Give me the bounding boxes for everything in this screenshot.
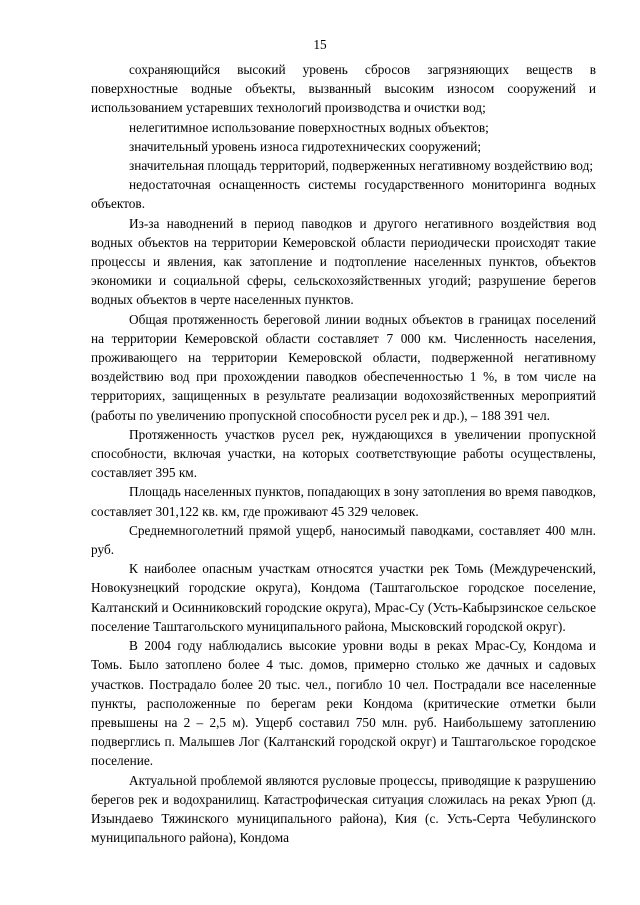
page-body bbox=[91, 60, 596, 847]
paragraph-9: Площадь населенных пунктов, попадающих в зону затопления во время паводков, составляет 301,122 кв. км, где проживают 45 329 человек. bbox=[91, 484, 596, 519]
paragraph-2: нелегитимное использование поверхностных водных объектов; bbox=[129, 119, 489, 135]
paragraph-5: недостаточная оснащенность системы государственного мониторинга водных объектов. bbox=[91, 177, 596, 212]
paragraph-11: К наиболее опасным участкам относятся участки рек Томь (Междуреченский, Новокузнецкий городские округа), Кондома (Таштагольское городское поселение, Калтанский и Осинниковский городские округа), Мрас-Су (Усть-Кабырзинское сельское поселение Таштагольского муниципального района, Мысковский городской округ). bbox=[91, 561, 596, 634]
paragraph-12: В 2004 году наблюдались высокие уровни воды в реках Мрас-Су, Кондома и Томь. Было затоплено более 4 тыс. домов, примерно столько же дачных и садовых участков. Пострадало более 20 тыс. чел., погибло 10 чел. Пострадали все населенные пункты, расположенные по берегам реки Кондома (критические отметки были превышены на 2 – 2,5 м). Ущерб составил 750 млн. руб. Наибольшему затоплению подверглись п. Малышев Лог (Калтанский городской округ) и Таштагольское городское поселение. bbox=[91, 638, 596, 769]
paragraph-3: значительный уровень износа гидротехнических сооружений; bbox=[129, 138, 482, 154]
paragraph-7: Общая протяженность береговой линии водных объектов в границах поселений на территории Кемеровской области составляет 7 000 км. Численность населения, проживающего на территории Кемеровской области, подверженной негативному воздействию вод при прохождении паводков обеспеченностью 1 %, в том числе на территориях, защищенных в результате реализации водохозяйственных мероприятий (работы по увеличению пропускной способности русел рек и др.), – 188 391 чел. bbox=[91, 311, 596, 423]
paragraph-6: Из-за наводнений в период паводков и другого негативного воздействия вод водных объектов на территории Кемеровской области периодически происходят такие процессы и явления, как затопление и подтопление населенных пунктов, объектов экономики и социальной сферы, сельскохозяйственных угодий; разрушение берегов водных объектов в черте населенных пунктов. bbox=[91, 215, 596, 308]
paragraph-8: Протяженность участков русел рек, нуждающихся в увеличении пропускной способности, включая участки, на которых соответствующие работы осуществлены, составляет 395 км. bbox=[91, 426, 596, 481]
paragraph-10: Среднемноголетний прямой ущерб, наносимый паводками, составляет 400 млн. руб. bbox=[91, 522, 596, 558]
paragraph-13: Актуальной проблемой являются русловые процессы, приводящие к разрушению берегов рек и водохранилищ. Катастрофическая ситуация сложилась на реках Урюп (д. Изындаево Тяжинского муниципального района), Кия (с. Усть-Серта Чебулинского муниципального района), Кондома bbox=[91, 772, 596, 846]
page-number: 15 bbox=[313, 37, 327, 52]
paragraph-4: значительная площадь территорий, подверженных негативному воздействию вод; bbox=[129, 158, 594, 174]
paragraph-1: сохраняющийся высокий уровень сбросов загрязняющих веществ в поверхностные водные объекты, вызванный высоким износом сооружений и использованием устаревших технологий производства и очистки вод; bbox=[91, 62, 596, 116]
